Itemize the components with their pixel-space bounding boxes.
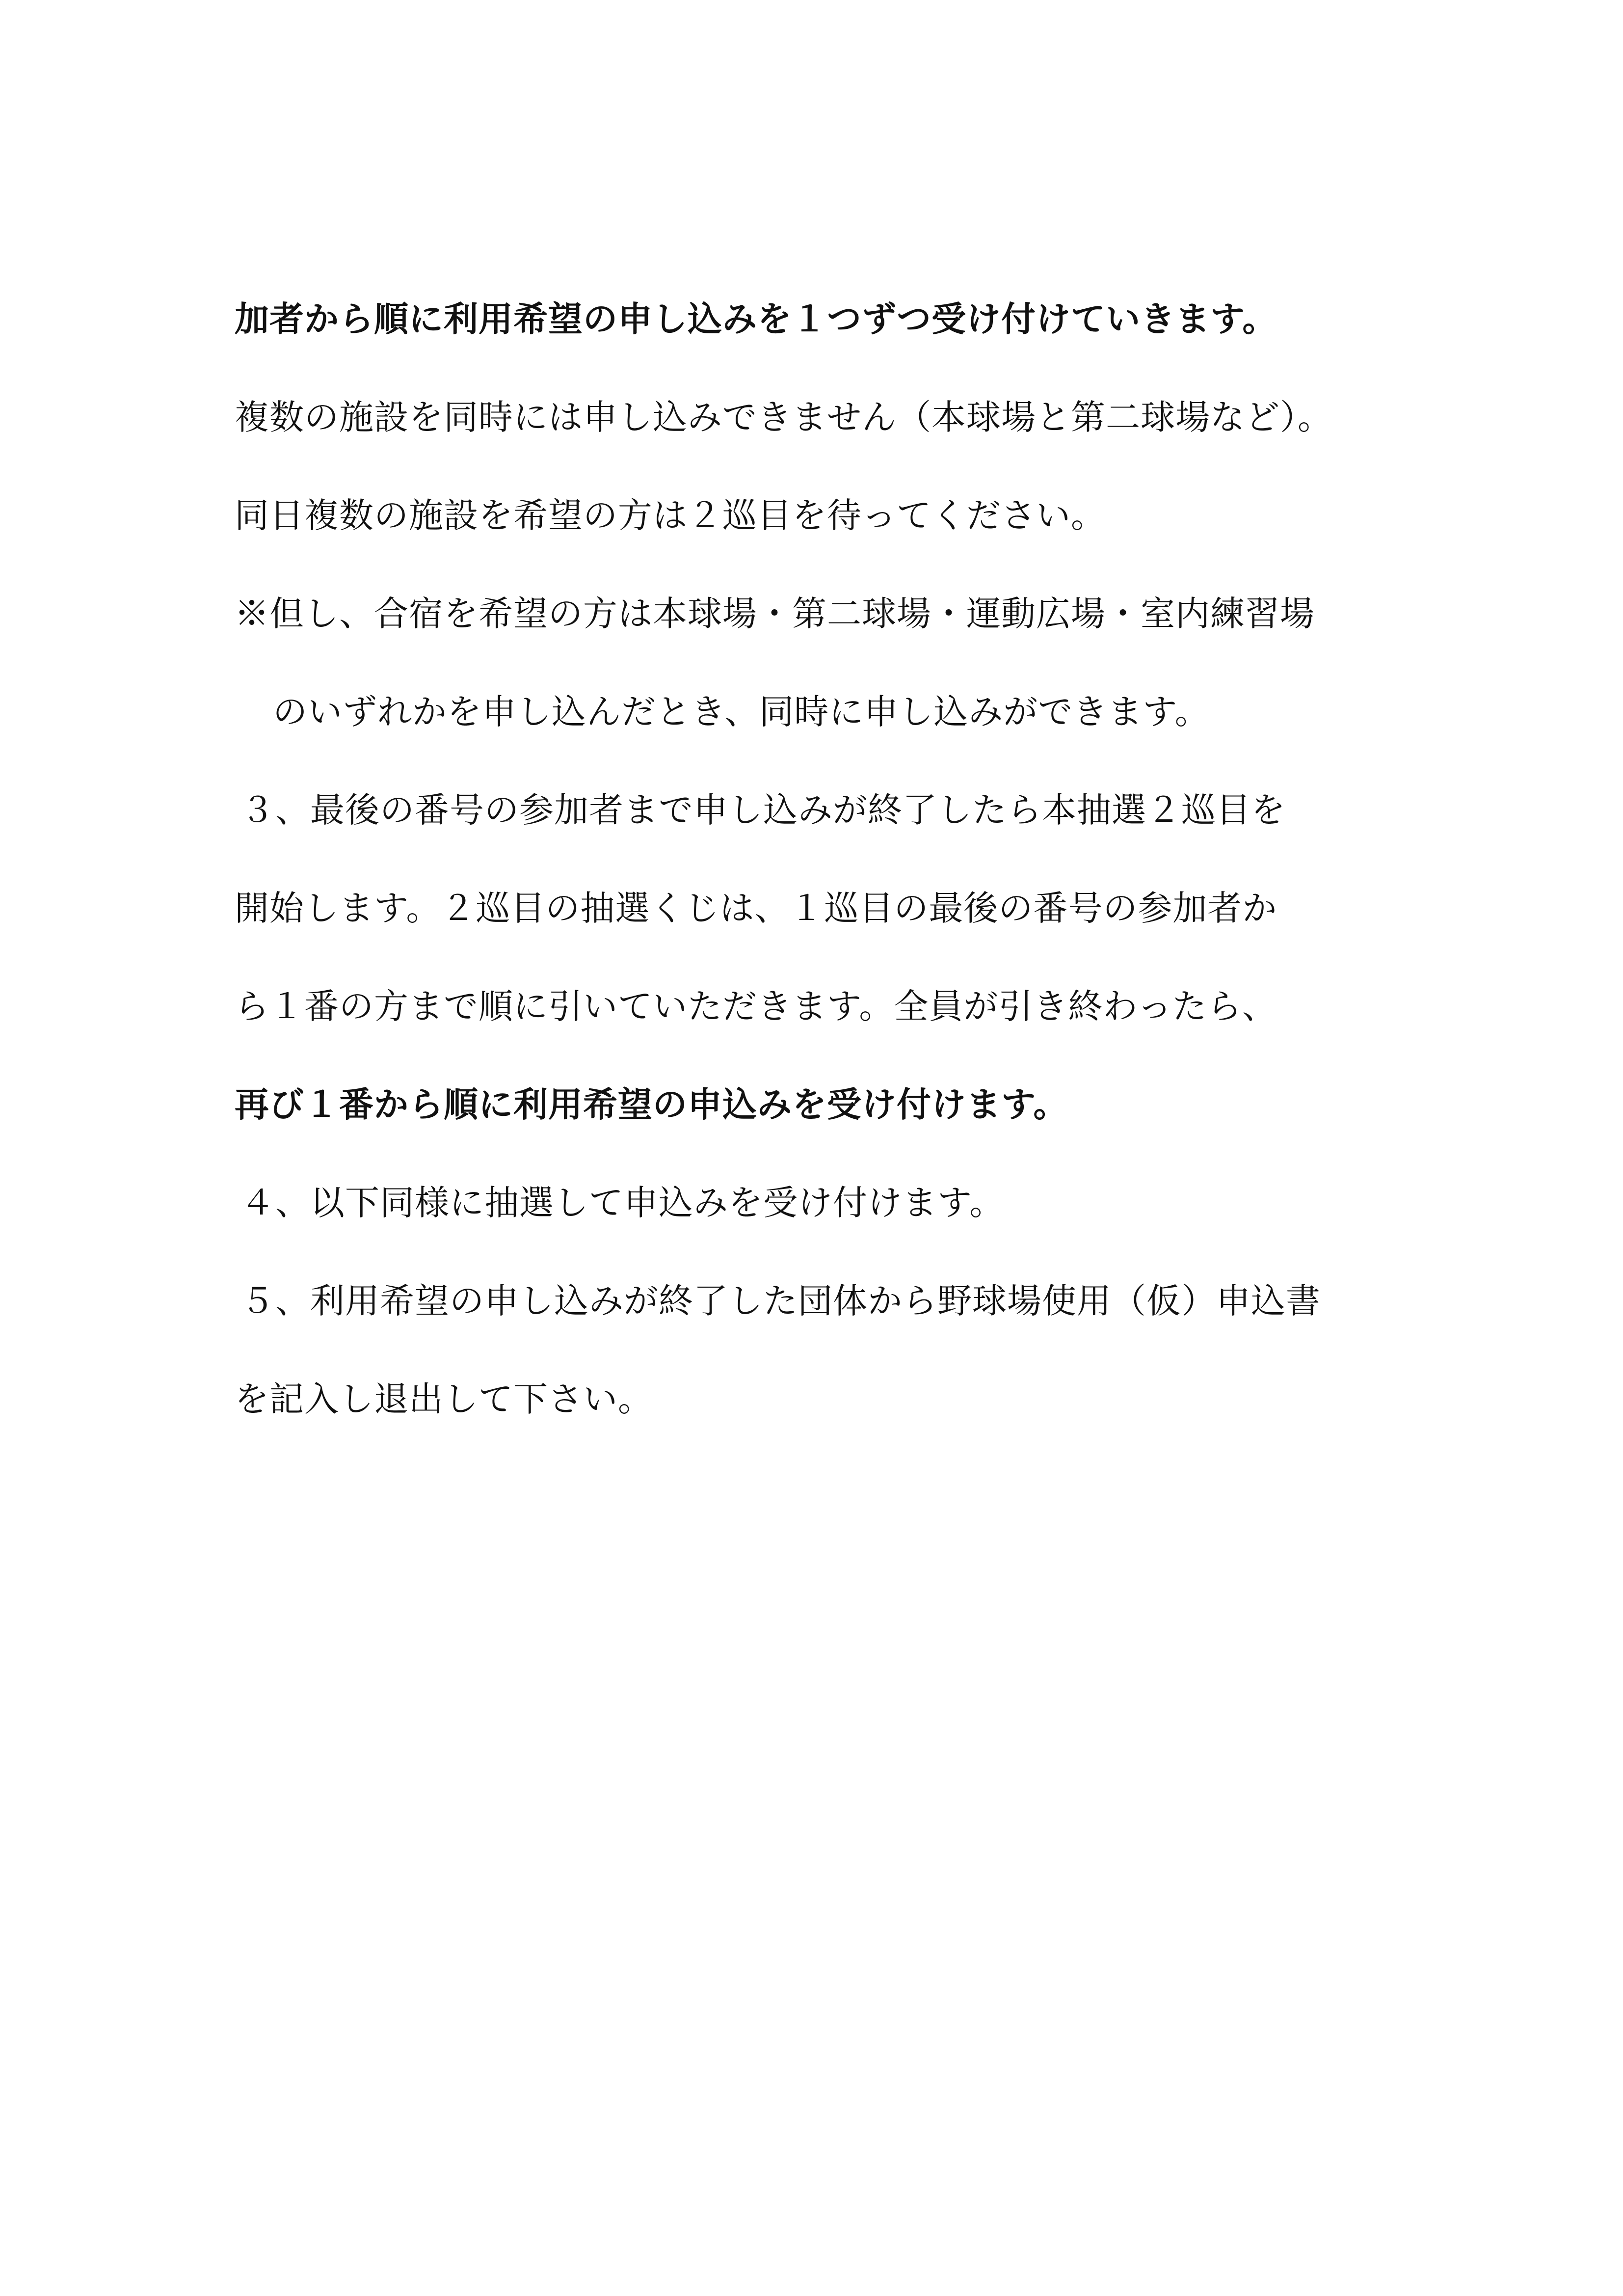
item-5-line: を記入し退出して下さい。 bbox=[235, 1379, 653, 1419]
paragraph-line: 複数の施設を同時には申し込みできません（本球場と第二球場など）。 bbox=[235, 397, 1332, 437]
note-line: ※但し、合宿を希望の方は本球場・第二球場・運動広場・室内練習場 bbox=[235, 594, 1315, 634]
paragraph-line: 加者から順に利用希望の申し込みを１つずつ受け付けていきます。 bbox=[235, 298, 1277, 339]
item-3-line: 再び１番から順に利用希望の申込みを受け付けます。 bbox=[235, 1084, 1068, 1125]
item-4-line: ４、以下同様に抽選して申込みを受け付けます。 bbox=[240, 1183, 1005, 1223]
item-3-line: ら１番の方まで順に引いていただきます。全員が引き終わったら、 bbox=[235, 986, 1277, 1026]
item-3-line: 開始します。２巡目の抽選くじは、１巡目の最後の番号の参加者か bbox=[235, 888, 1277, 928]
paragraph-line: 同日複数の施設を希望の方は２巡目を待ってください。 bbox=[235, 495, 1106, 536]
item-3-line: ３、最後の番号の参加者まで申し込みが終了したら本抽選２巡目を bbox=[240, 790, 1286, 830]
note-line-continued: のいずれかを申し込んだとき、同時に申し込みができます。 bbox=[273, 692, 1210, 732]
item-5-line: ５、利用希望の申し込みが終了した団体から野球場使用（仮）申込書 bbox=[240, 1281, 1321, 1321]
